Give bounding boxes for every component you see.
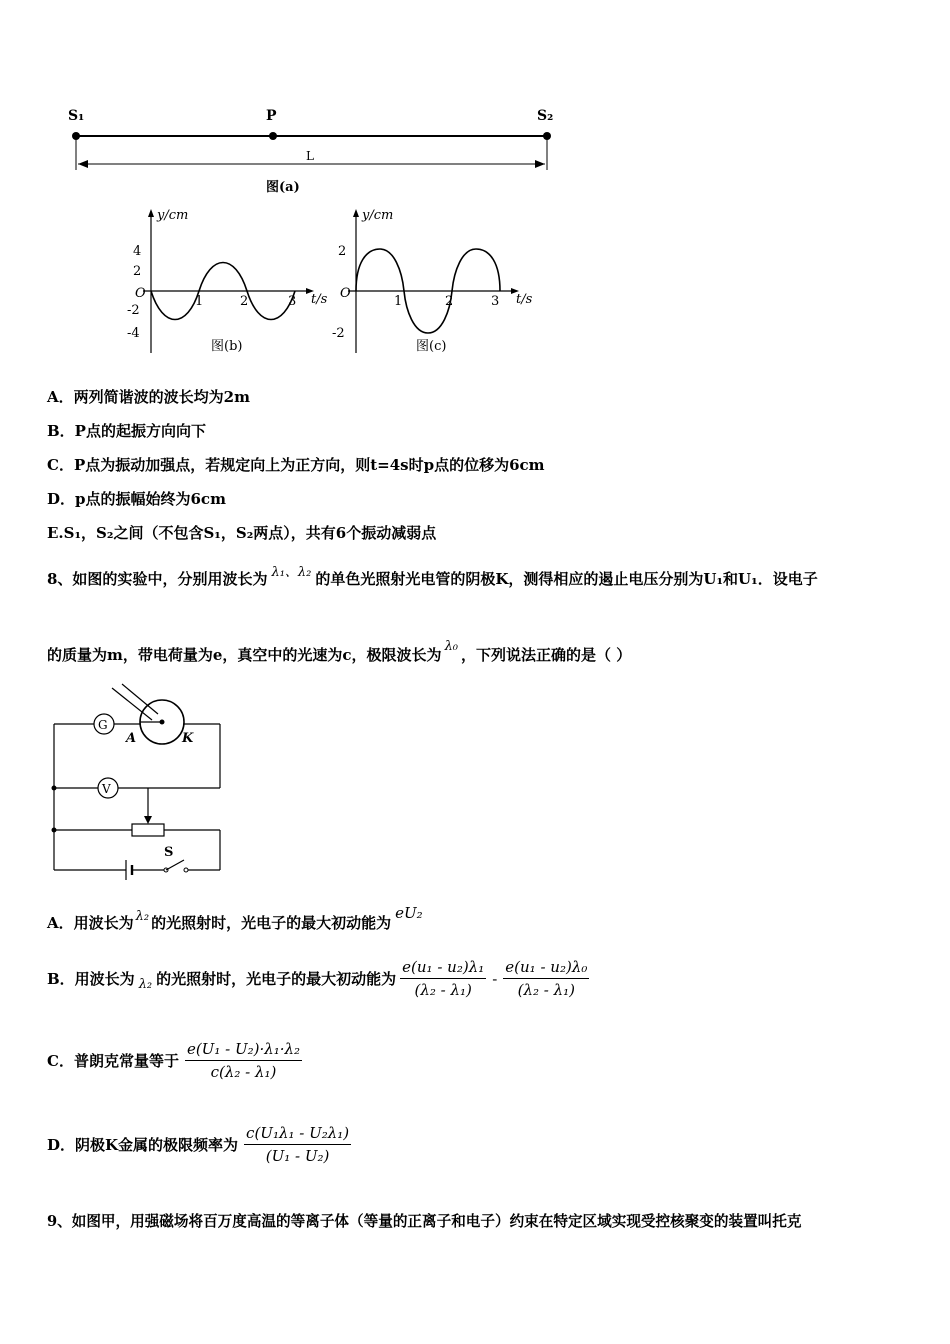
- q8-option-b-fraction-1: [400, 958, 486, 999]
- q8-option-c-text: C．普朗克常量等于: [47, 1052, 179, 1070]
- q8-stem-line1: [47, 565, 818, 589]
- light-ray-2: [122, 684, 158, 714]
- q7-option-d: D．p点的振幅始终为6cm: [47, 490, 226, 508]
- x-label: t/s: [516, 292, 533, 307]
- slider-arrow: [144, 816, 152, 824]
- label-s1: S₁: [68, 108, 85, 124]
- q8-lambda-pair: λ₁、λ₂: [271, 565, 312, 580]
- q8-option-c-den: c(λ₂ - λ₁): [210, 1063, 277, 1081]
- q8-option-a-text: A．用波长为: [47, 914, 134, 932]
- label-v: V: [102, 782, 111, 796]
- q8-option-d-den: (U₁ - U₂): [265, 1147, 330, 1165]
- x-label: t/s: [311, 292, 328, 307]
- label-s2: S₂: [537, 108, 554, 124]
- q7-option-a: A．两列简谐波的波长均为2m: [47, 388, 250, 406]
- y-axis-arrow: [353, 209, 359, 217]
- q8-option-d-num: c(U₁λ₁ - U₂λ₁): [244, 1124, 351, 1145]
- junction-left-mid: [52, 786, 57, 791]
- q8-option-b-text2: 的光照射时，光电子的最大初动能为: [156, 970, 397, 988]
- q8-option-b-fraction-2: [503, 958, 589, 999]
- y-tick-neg2: -2: [332, 326, 345, 341]
- label-p: P: [266, 108, 277, 124]
- caption-b: 图(b): [211, 339, 243, 354]
- y-tick-2: 2: [338, 244, 347, 259]
- q7-option-e: E.S₁，S₂之间（不包含S₁，S₂两点），共有6个振动减弱点: [47, 524, 437, 542]
- x-tick-1: 1: [394, 294, 403, 309]
- q8-stem-part1: 8、如图的实验中，分别用波长为: [47, 570, 268, 588]
- q8-option-c-fraction: [185, 1040, 302, 1081]
- caption-a: 图(a): [266, 180, 300, 195]
- label-l: L: [306, 149, 314, 163]
- figure-a: [60, 100, 570, 200]
- q8-option-d-text: D．阴极K金属的极限频率为: [47, 1136, 239, 1154]
- y-label: y/cm: [362, 208, 394, 223]
- arrow-head-right: [535, 160, 545, 168]
- q8-option-a: [47, 904, 423, 933]
- q8-option-c: [47, 1040, 302, 1081]
- q7-option-c: C．P点为振动加强点，若规定向上为正方向，则t=4s时p点的位移为6cm: [47, 456, 545, 474]
- label-s: S: [164, 845, 174, 860]
- circuit-diagram: [40, 680, 240, 880]
- y-tick-neg2: -2: [127, 303, 140, 318]
- caption-c: 图(c): [416, 339, 447, 354]
- switch-blade: [166, 860, 184, 870]
- switch-contact: [184, 868, 188, 872]
- y-axis-arrow: [148, 209, 154, 217]
- q8-option-b-num2: e(u₁ - u₂)λ₀: [503, 958, 589, 979]
- x-tick-3: 3: [491, 294, 500, 309]
- q8-stem-line2: [47, 639, 632, 665]
- q8-option-a-expr: eU₂: [395, 904, 423, 922]
- label-k: K: [182, 731, 194, 746]
- q9-stem: 9、如图甲，用强磁场将百万度高温的等离子体（等量的正离子和电子）约束在特定区域实现受控核聚变的装置叫托克: [47, 1213, 802, 1230]
- q8-option-b-text: B．用波长为: [47, 970, 135, 988]
- y-tick-2: 2: [133, 264, 142, 279]
- q8-option-d: [47, 1124, 351, 1165]
- q8-option-d-fraction: [244, 1124, 351, 1165]
- q8-option-a-lambda: λ₂: [135, 909, 150, 924]
- point-p: [269, 132, 277, 140]
- q8-option-c-num: e(U₁ - U₂)·λ₁·λ₂: [185, 1040, 302, 1061]
- junction-left-low: [52, 828, 57, 833]
- y-tick-4: 4: [133, 244, 142, 259]
- label-a: A: [126, 731, 137, 746]
- origin-label: O: [340, 286, 351, 301]
- arrow-head-left: [78, 160, 88, 168]
- q7-option-b: B．P点的起振方向向下: [47, 422, 206, 440]
- q8-option-b-num1: e(u₁ - u₂)λ₁: [400, 958, 486, 979]
- q8-option-b: [47, 958, 589, 999]
- q8-option-b-den1: (λ₂ - λ₁): [414, 981, 472, 999]
- figure-c: [330, 205, 540, 360]
- y-label: y/cm: [157, 208, 189, 223]
- x-tick-2: 2: [445, 294, 454, 309]
- q8-stem-part2: 的单色光照射光电管的阴极K，测得相应的遏止电压分别为U₁和U₁．设电子: [315, 570, 818, 588]
- q8-stem-line2-part1: 的质量为m，带电荷量为e，真空中的光速为c，极限波长为: [47, 646, 442, 664]
- x-tick-1: 1: [195, 294, 204, 309]
- origin-label: O: [135, 286, 146, 301]
- q8-stem-line2-part2: ，下列说法正确的是（ ）: [461, 646, 632, 664]
- q8-option-b-lambda: λ₂: [138, 977, 153, 992]
- q8-lambda0: λ₀: [444, 639, 459, 654]
- figure-b: [125, 205, 335, 360]
- y-tick-neg4: -4: [127, 326, 140, 341]
- x-tick-3: 3: [288, 294, 297, 309]
- rheostat: [132, 824, 164, 836]
- q8-option-b-den2: (λ₂ - λ₁): [517, 981, 575, 999]
- x-tick-2: 2: [240, 294, 249, 309]
- q8-option-a-text2: 的光照射时，光电子的最大初动能为: [151, 914, 392, 932]
- label-g: G: [98, 718, 108, 732]
- q8-option-b-minus: -: [492, 969, 498, 988]
